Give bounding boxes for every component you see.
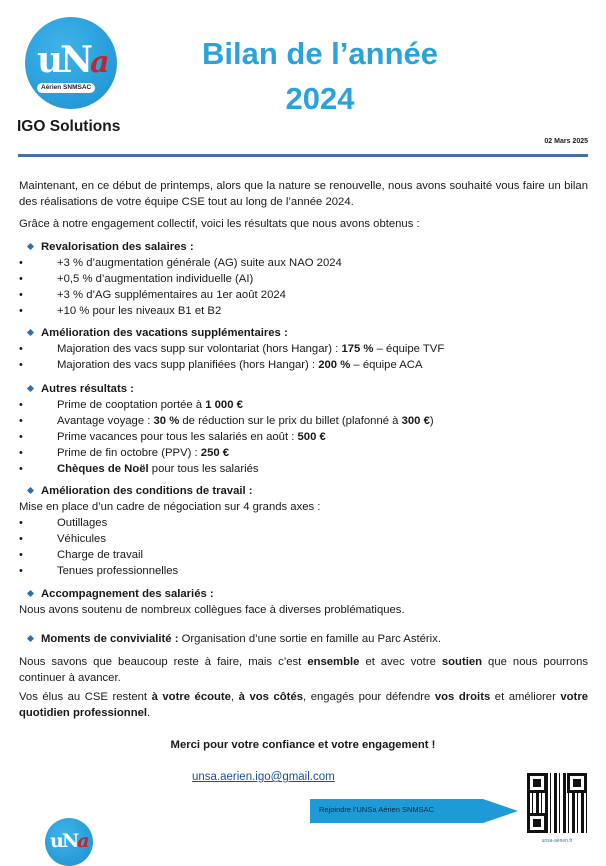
bullet-icon: •	[19, 431, 23, 443]
bullet-icon: •	[19, 549, 23, 561]
list-item: +3 % d’AG supplémentaires au 1er août 2024	[57, 289, 286, 301]
bullet-icon: •	[19, 343, 23, 355]
list-item: +10 % pour les niveaux B1 et B2	[57, 305, 222, 317]
diamond-bullet-icon	[27, 635, 34, 642]
bullet-icon: •	[19, 447, 23, 459]
thanks-message: Merci pour votre confiance et votre engagement !	[170, 739, 436, 751]
diamond-bullet-icon	[27, 487, 34, 494]
list-item: Charge de travail	[57, 549, 144, 561]
join-union-label: Rejoindre l’UNSa Aérien SNMSAC	[319, 805, 435, 814]
unsa-logo-small: uNa	[45, 818, 93, 866]
section-convivialite	[26, 631, 441, 647]
section-heading-autres	[26, 381, 134, 397]
header-rule	[18, 154, 588, 157]
section-heading-vacations	[26, 325, 288, 341]
page-title-line1: Bilan de l’année	[201, 36, 438, 71]
bullet-icon: •	[19, 565, 23, 577]
heading-text: Amélioration des vacations supplémentaires :	[41, 327, 288, 339]
logo-badge: Aérien SNMSAC	[37, 83, 95, 93]
diamond-bullet-icon	[27, 590, 34, 597]
heading-text: Amélioration des conditions de travail :	[41, 485, 253, 497]
list-item: Majoration des vacs supp planifiées (hors Hangar) : 200 % – équipe ACA	[57, 359, 423, 371]
list-item: Tenues professionnelles	[57, 565, 179, 577]
list-item: Véhicules	[57, 533, 106, 545]
unsa-logo: uNa Aérien SNMSAC	[25, 17, 117, 109]
bullet-icon: •	[19, 289, 23, 301]
heading-text: Revalorisation des salaires :	[41, 241, 194, 253]
list-item: +3 % d’augmentation générale (AG) suite aux NAO 2024	[57, 257, 342, 269]
list-item: Avantage voyage : 30 % de réduction sur le prix du billet (plafonné à 300 €)	[57, 415, 434, 427]
company-name: IGO Solutions	[17, 118, 121, 135]
qr-code-icon[interactable]	[527, 773, 587, 833]
join-union-button[interactable]	[310, 799, 518, 823]
section-heading-accompagnement	[26, 586, 214, 602]
heading-text: Moments de convivialité :	[41, 633, 179, 645]
diamond-bullet-icon	[27, 243, 34, 250]
bullet-icon: •	[19, 305, 23, 317]
list-item: Prime de cooptation portée à 1 000 €	[57, 399, 243, 411]
bullet-icon: •	[19, 399, 23, 411]
list-item: Prime vacances pour tous les salariés en août : 500 €	[57, 431, 326, 443]
list-item: Majoration des vacs supp sur volontariat (hors Hangar) : 175 % – équipe TVF	[57, 343, 445, 355]
section-heading-conditions	[26, 483, 253, 499]
closing-paragraph-2: Vos élus au CSE restent à votre écoute, à vos côtés, engagés pour défendre vos droits et améliorer votre quotidien professionnel.	[19, 691, 588, 719]
list-item: +0,5 % d’augmentation individuelle (AI)	[57, 273, 254, 285]
list-item: Chèques de Noël pour tous les salariés	[57, 463, 259, 475]
intro-results: Grâce à notre engagement collectif, voici les résultats que nous avons obtenus :	[19, 218, 420, 230]
bullet-icon: •	[19, 463, 23, 475]
heading-text: Autres résultats :	[41, 383, 134, 395]
closing-paragraph-1: Nous savons que beaucoup reste à faire, mais c’est ensemble et avec votre soutien que nous pourrons continuer à avancer.	[19, 656, 589, 684]
diamond-bullet-icon	[27, 385, 34, 392]
intro-paragraph: Maintenant, en ce début de printemps, alors que la nature se renouvelle, nous avons souhaité vous faire un bilan des réalisations de votre équipe CSE tout au long de l’année 2024.	[19, 180, 588, 208]
section-heading-salaires	[26, 239, 194, 255]
bullet-icon: •	[19, 415, 23, 427]
bullet-icon: •	[19, 517, 23, 529]
bullet-icon: •	[19, 257, 23, 269]
conditions-intro: Mise en place d’un cadre de négociation sur 4 grands axes :	[19, 501, 321, 513]
email-link[interactable]: unsa.aerien.igo@gmail.com	[192, 771, 335, 783]
bullet-icon: •	[19, 359, 23, 371]
bullet-icon: •	[19, 273, 23, 285]
diamond-bullet-icon	[27, 329, 34, 336]
heading-text: Accompagnement des salariés :	[41, 588, 214, 600]
bullet-icon: •	[19, 533, 23, 545]
accompagnement-text: Nous avons soutenu de nombreux collègues face à diverses problématiques.	[19, 604, 405, 616]
list-item: Prime de fin octobre (PPV) : 250 €	[57, 447, 230, 459]
list-item: Outillages	[57, 517, 108, 529]
qr-caption: unsa-aerien.fr	[541, 838, 573, 844]
page-title-line2: 2024	[285, 81, 355, 116]
convivialite-text: Organisation d’une sortie en famille au Parc Astérix.	[178, 633, 441, 645]
document-date: 02 Mars 2025	[544, 138, 588, 145]
